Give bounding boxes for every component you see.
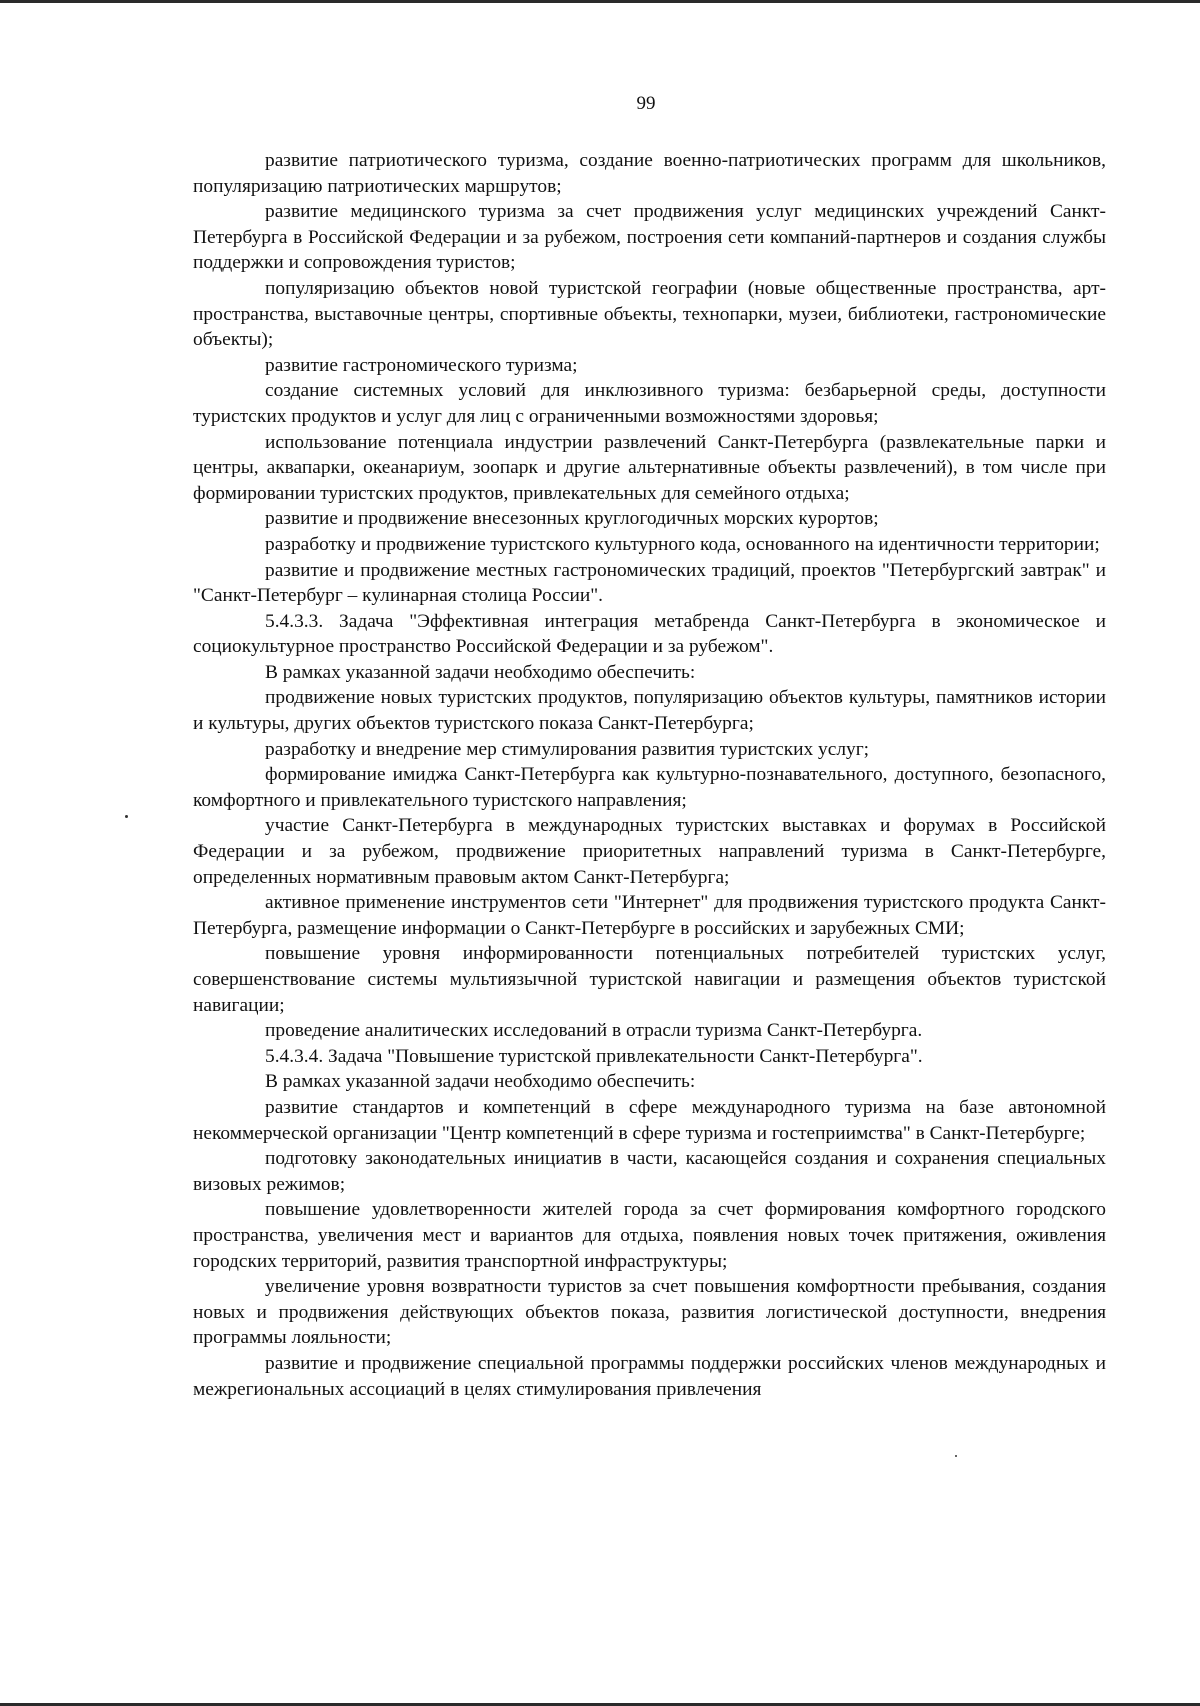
section-heading-5-4-3-3: 5.4.3.3. Задача "Эффективная интеграция метабренда Санкт-Петербурга в экономическое и социокультурное пространство Российской Федерации и за рубежом". xyxy=(193,610,1106,658)
paragraph-internet-tools: активное применение инструментов сети "Интернет" для продвижения туристского продукта Санкт-Петербурга, размещение информации о Санкт-Петербурге в российских и зарубежных СМИ; xyxy=(193,892,1106,939)
paragraph-navigation: повышение уровня информированности потенциальных потребителей туристских услуг, совершенствование системы мультиязычной туристской навигации и размещения объектов туристской навигации; xyxy=(193,943,1106,1016)
scan-top-edge xyxy=(0,0,1200,3)
paragraph-gastronomic-tourism: развитие гастрономического туризма; xyxy=(265,354,578,376)
paragraph-inclusive-tourism: создание системных условий для инклюзивного туризма: безбарьерной среды, доступности туристских продуктов и услуг для лиц с ограниченными возможностями здоровья; xyxy=(193,380,1106,427)
paragraph-resident-satisfaction: повышение удовлетворенности жителей города за счет формирования комфортного городского пространства, увеличения мест и вариантов для отдыха, появления новых точек притяжения, оживления городских территорий, развития транспортной инфраструктуры; xyxy=(193,1199,1106,1272)
paragraph-gastronomic-traditions: развитие и продвижение местных гастрономических традиций, проектов "Петербургский завтрак" и "Санкт-Петербург – кулинарная столица России". xyxy=(193,559,1106,607)
document-body xyxy=(193,148,1106,1402)
paragraph-visa-regimes: подготовку законодательных инициатив в части, касающейся создания и сохранения специальных визовых режимов; xyxy=(193,1148,1106,1195)
paragraph-new-geography: популяризацию объектов новой туристской географии (новые общественные пространства, арт-пространства, выставочные центры, спортивные объекты, технопарки, музеи, библиотеки, гастрономические объекты); xyxy=(193,277,1106,351)
page-number: 99 xyxy=(636,93,656,114)
paragraph-entertainment-industry: использование потенциала индустрии развлечений Санкт-Петербурга (развлекательные парки и центры, аквапарки, океанариум, зоопарк и другие альтернативные объекты развлечений), в том числе при формировании туристских продуктов, привлекательных для семейного отдыха; xyxy=(193,431,1106,504)
paragraph-medical-tourism: развитие медицинского туризма за счет продвижения услуг медицинских учреждений Санкт-Петербурга в Российской Федерации и за рубежом, построения сети компаний-партнеров и создания службы поддержки и сопровождения туристов; xyxy=(193,201,1106,274)
section-heading-5-4-3-4: 5.4.3.4. Задача "Повышение туристской привлекательности Санкт-Петербурга". xyxy=(265,1045,923,1067)
paragraph-task-intro-1: В рамках указанной задачи необходимо обеспечить: xyxy=(265,661,696,683)
paragraph-patriotic-tourism: развитие патриотического туризма, создание военно-патриотических программ для школьников, популяризацию патриотических маршрутов; xyxy=(193,150,1106,197)
scan-speck xyxy=(955,1455,957,1457)
paragraph-sea-resorts: развитие и продвижение внесезонных круглогодичных морских курортов; xyxy=(265,508,879,530)
paragraph-competence-center: развитие стандартов и компетенций в сфере международного туризма на базе автономной некоммерческой организации "Центр компетенций в сфере туризма и гостеприимства" в Санкт-Петербурге; xyxy=(193,1096,1106,1144)
paragraph-stimulus-measures: разработку и внедрение мер стимулирования развития туристских услуг; xyxy=(265,738,870,760)
paragraph-product-promotion: продвижение новых туристских продуктов, популяризацию объектов культуры, памятников истории и культуры, других объектов туристского показа Санкт-Петербурга; xyxy=(193,687,1106,735)
paragraph-associations-program: развитие и продвижение специальной программы поддержки российских членов международных и межрегиональных ассоциаций в целях стимулирования привлечения xyxy=(193,1352,1106,1400)
paragraph-return-rate: увеличение уровня возвратности туристов за счет повышения комфортности пребывания, создания новых и продвижения действующих объектов показа, развития логистической доступности, внедрения программы лояльности; xyxy=(193,1276,1106,1349)
paragraph-city-image: формирование имиджа Санкт-Петербурга как культурно-познавательного, доступного, безопасного, комфортного и привлекательного туристского направления; xyxy=(193,764,1106,811)
paragraph-cultural-code: разработку и продвижение туристского культурного кода, основанного на идентичности территории; xyxy=(265,533,1100,555)
paragraph-exhibitions: участие Санкт-Петербурга в международных туристских выставках и форумах в Российской Федерации и за рубежом, продвижение приоритетных направлений туризма в Санкт-Петербурге, определенных нормативным правовым актом Санкт-Петербурга; xyxy=(193,815,1106,888)
scan-speck xyxy=(125,815,128,818)
paragraph-analytics: проведение аналитических исследований в отрасли туризма Санкт-Петербурга. xyxy=(265,1020,923,1042)
paragraph-task-intro-2: В рамках указанной задачи необходимо обеспечить: xyxy=(265,1071,696,1093)
